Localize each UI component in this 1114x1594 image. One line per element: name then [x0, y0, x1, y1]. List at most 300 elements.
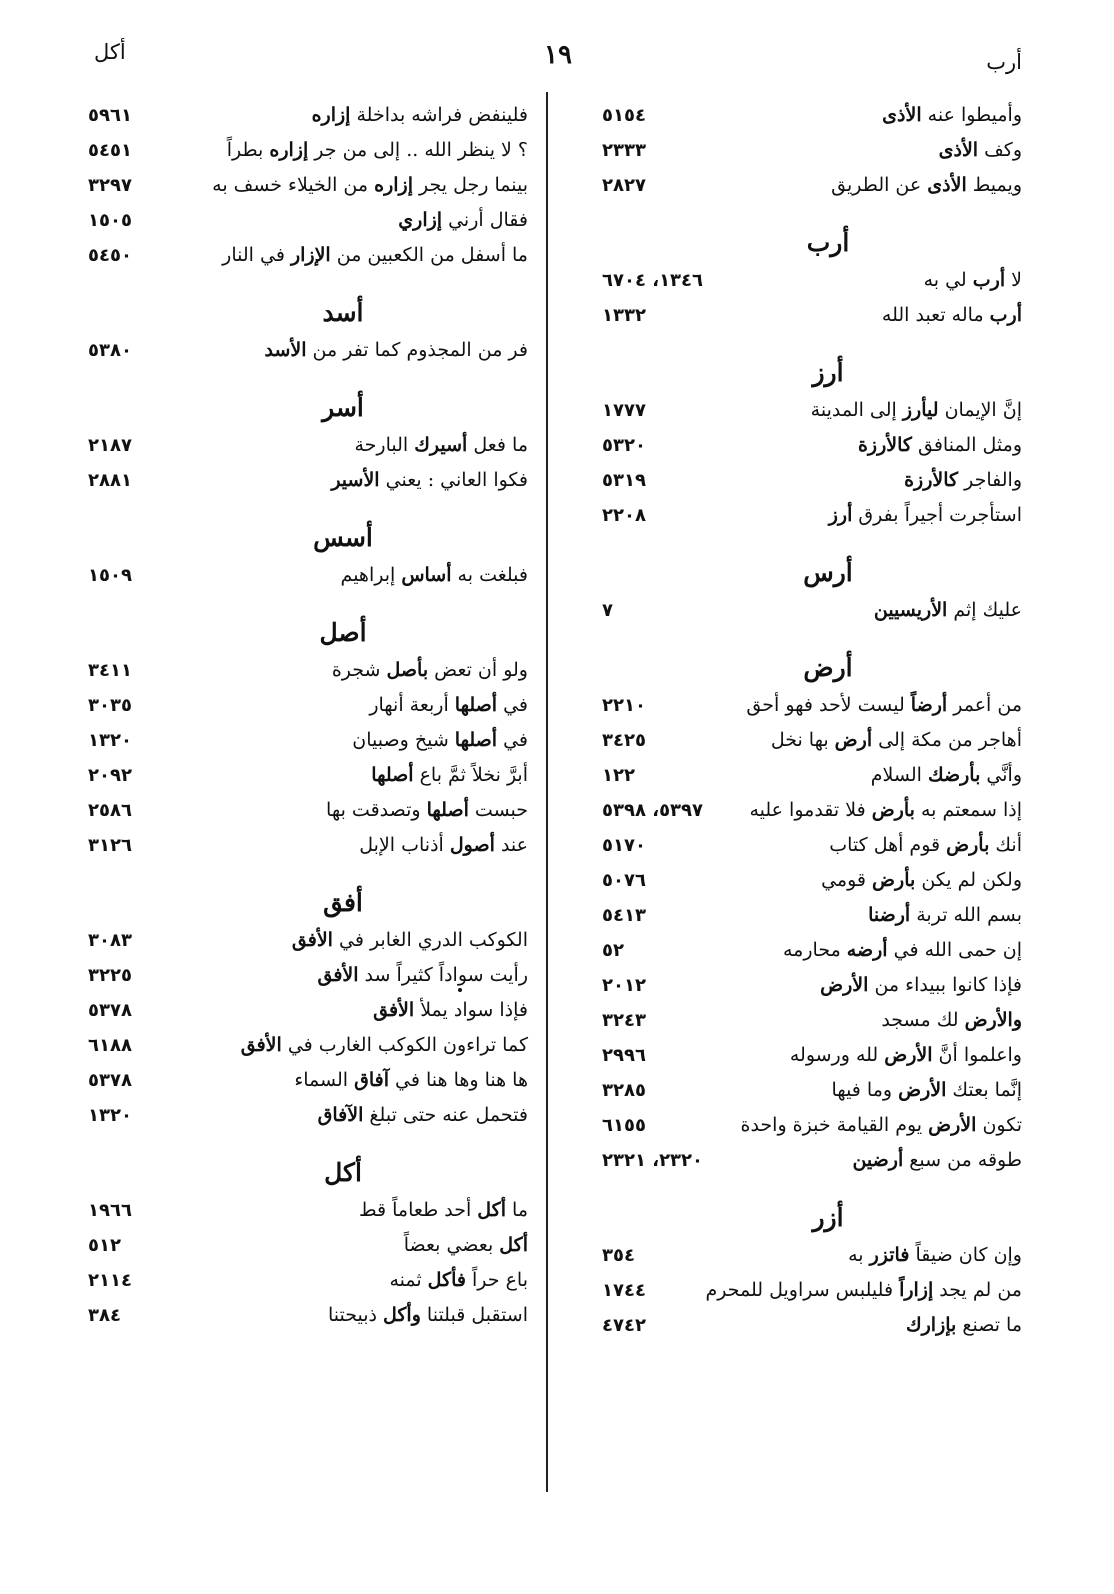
entry-text-pre: أنك	[989, 834, 1022, 856]
index-entry	[594, 758, 1022, 793]
entry-text	[939, 133, 1022, 168]
root-heading: أسر	[322, 393, 364, 422]
section-gap	[594, 1178, 1022, 1190]
entry-text-post: ليست لأحد فهو أحق	[746, 694, 911, 716]
entry-text-post: إبراهيم	[340, 564, 402, 586]
entry-hadith-refs: ١٣٤٦، ٦٧٠٤	[602, 270, 704, 291]
entry-keyword: أرب	[972, 269, 1006, 291]
entry-text-pre: ما تصنع	[956, 1314, 1022, 1336]
entry-text-pre: عند	[494, 834, 528, 856]
entry-text-pre: فبلغت به	[451, 564, 528, 586]
root-heading: أرس	[803, 558, 853, 587]
entry-keyword: الأذى	[882, 104, 922, 126]
index-entry	[88, 1298, 528, 1333]
entry-keyword: الأرض	[928, 1114, 977, 1136]
entry-keyword: أصلها	[371, 764, 414, 786]
index-entry	[594, 863, 1022, 898]
index-entry	[594, 428, 1022, 463]
entry-text-post: بعضي بعضاً	[403, 1234, 500, 1256]
entry-text	[241, 1028, 528, 1063]
entry-keyword: والأرض	[964, 1009, 1022, 1031]
entry-hadith-refs: ٤٧٤٢	[602, 1315, 646, 1336]
index-entry	[88, 168, 528, 203]
entry-hadith-refs: ٥١٥٤	[602, 105, 646, 126]
entry-text-post: بها نخل	[770, 729, 835, 751]
entry-text-post: أربعة أنهار	[369, 694, 455, 716]
entry-text	[312, 98, 528, 133]
entry-hadith-refs: ٥٣٧٨	[88, 1000, 132, 1021]
entry-text-pre: في	[497, 694, 528, 716]
entry-text	[881, 1003, 1022, 1038]
entry-hadith-refs: ٢٨٨١	[88, 470, 132, 491]
column-divider	[546, 92, 548, 1492]
entry-text-pre: إذا سمعتم به	[914, 799, 1022, 821]
entry-hadith-refs: ٣٠٨٣	[88, 930, 132, 951]
entry-hadith-refs: ٢٢١٠	[602, 695, 646, 716]
entry-text-post: ماله تعبد الله	[881, 304, 990, 326]
entry-text	[904, 463, 1022, 498]
entry-text-post: بطراً	[226, 139, 270, 161]
index-entry	[594, 593, 1022, 628]
entry-hadith-refs: ٥٣٢٠	[602, 435, 646, 456]
entry-hadith-refs: ١٣٢٠	[88, 1105, 132, 1126]
entry-text-post: أحد طعاماً قط	[358, 1199, 478, 1221]
section-gap	[88, 273, 528, 285]
entry-hadith-refs: ٣٥٤	[602, 1245, 635, 1266]
entry-text-post: فلا تقدموا عليه	[749, 799, 872, 821]
root-heading: أفق	[323, 888, 363, 917]
entry-text	[746, 688, 1022, 723]
entry-text-pre: تكون	[976, 1114, 1022, 1136]
entry-keyword: إزاره	[311, 104, 351, 126]
index-entry	[88, 653, 528, 688]
entry-keyword: أكل	[477, 1199, 506, 1221]
entry-text-pre: إنَّ الإيمان	[938, 399, 1022, 421]
entry-hadith-refs: ٥١٧٠	[602, 835, 646, 856]
entry-text-pre: رأيت سواداً كثيراً سد	[358, 964, 528, 986]
entry-hadith-refs: ١٩٦٦	[88, 1200, 132, 1221]
entry-text-post: قومي	[821, 869, 873, 891]
entry-text-pre: والفاجر	[958, 469, 1022, 491]
entry-hadith-refs: ١٣٣٢	[602, 305, 646, 326]
index-entry	[594, 688, 1022, 723]
entry-text	[404, 1228, 528, 1263]
index-entry	[594, 98, 1022, 133]
entry-text	[326, 793, 528, 828]
entry-keyword: كالأرزة	[857, 434, 912, 456]
entry-keyword: الإزار	[290, 244, 331, 266]
entry-hadith-refs: ٢٣٣٣	[602, 140, 646, 161]
entry-keyword: الأريسيين	[873, 599, 948, 621]
entry-keyword: الأفق	[240, 1034, 282, 1056]
entry-text-pre: لا	[1005, 269, 1022, 291]
entry-keyword: كالأرزة	[904, 469, 959, 491]
entry-keyword: أرب	[989, 304, 1022, 326]
entry-text-post: شجرة	[331, 659, 387, 681]
entry-text-pre: ؟ لا ينظر الله .. إلى من جر	[308, 139, 528, 161]
entry-hadith-refs: ٣٢٤٣	[602, 1010, 646, 1031]
entry-hadith-refs: ٥١٢	[88, 1235, 121, 1256]
index-entry	[88, 463, 528, 498]
index-entry	[594, 463, 1022, 498]
entry-keyword: أسيرك	[414, 434, 468, 456]
entry-text	[331, 463, 528, 498]
entry-hadith-refs: ٥٣٧٨	[88, 1070, 132, 1091]
entry-text-pre: عليك إثم	[947, 599, 1022, 621]
entry-hadith-refs: ٧	[602, 600, 613, 621]
entry-text-pre: ويميط	[966, 174, 1022, 196]
index-entry	[594, 898, 1022, 933]
entry-keyword: الأسد	[264, 339, 307, 361]
entry-hadith-refs: ٥٣١٩	[602, 470, 646, 491]
entry-text	[882, 298, 1022, 333]
entry-text	[389, 1263, 528, 1298]
entry-hadith-refs: ٥٩٦١	[88, 105, 132, 126]
entry-text-pre: واعلموا أنَّ	[932, 1044, 1022, 1066]
entry-text-pre: إنَّما بعتك	[946, 1079, 1022, 1101]
entry-text	[341, 558, 528, 593]
entry-hadith-refs: ٦١٥٥	[602, 1115, 646, 1136]
entry-text-pre: فكوا العاني : يعني	[379, 469, 528, 491]
index-entry	[88, 1193, 528, 1228]
entry-keyword: فأكل	[427, 1269, 466, 1291]
entry-text	[294, 1063, 528, 1098]
entry-text-pre: باع حراً	[465, 1269, 528, 1291]
entry-text-pre: طوقه من سبع	[903, 1149, 1022, 1171]
entry-hadith-refs: ٥٤٥١	[88, 140, 132, 161]
entry-keyword: إزاراً	[899, 1279, 934, 1301]
index-entry	[594, 133, 1022, 168]
entry-text	[359, 828, 528, 863]
root-heading: أصل	[319, 618, 367, 647]
entry-hadith-refs: ٣٨٤	[88, 1305, 121, 1326]
entry-text	[317, 958, 528, 993]
entry-text	[924, 263, 1022, 298]
entry-text-pre: حبست	[468, 799, 528, 821]
entry-text	[821, 863, 1022, 898]
entry-text	[820, 968, 1022, 1003]
entry-text-post: وما فيها	[831, 1079, 899, 1101]
section-gap	[88, 863, 528, 875]
entry-text	[371, 758, 528, 793]
root-heading: أكل	[324, 1158, 362, 1187]
index-entry	[88, 688, 528, 723]
entry-text-post: به	[848, 1244, 870, 1266]
index-entry	[88, 993, 528, 1028]
entry-keyword: أصلها	[454, 729, 498, 751]
entry-text	[811, 393, 1022, 428]
entry-keyword: بأرض	[871, 799, 915, 821]
entry-text-pre: كما تراءون الكوكب الغارب في	[281, 1034, 528, 1056]
entry-text	[831, 168, 1022, 203]
entry-hadith-refs: ٣٢٢٥	[88, 965, 132, 986]
index-entry	[88, 558, 528, 593]
section-gap	[88, 498, 528, 510]
entry-keyword: أرضنا	[868, 904, 911, 926]
index-entry	[594, 1003, 1022, 1038]
entry-hadith-refs: ٣٠٣٥	[88, 695, 132, 716]
entry-text	[868, 898, 1022, 933]
entry-hadith-refs: ٥٤٥٠	[88, 245, 132, 266]
index-entry	[594, 263, 1022, 298]
section-gap	[88, 593, 528, 605]
entry-text	[328, 1298, 528, 1333]
root-heading: أرض	[803, 653, 853, 682]
entry-keyword: الأرض	[820, 974, 869, 996]
entry-text-post: ثمنه	[389, 1269, 428, 1291]
entry-text-pre: وكف	[978, 139, 1022, 161]
section-gap	[88, 1133, 528, 1145]
root-heading: أرز	[812, 358, 844, 387]
entry-text	[318, 1098, 528, 1133]
entry-text	[398, 203, 528, 238]
section-gap	[594, 203, 1022, 215]
entry-hadith-refs: ١٧٤٤	[602, 1280, 646, 1301]
entry-hadith-refs: ٥٣٨٠	[88, 340, 132, 361]
entry-keyword: آفاق	[354, 1069, 389, 1091]
entry-text-pre: وأميطوا عنه	[921, 104, 1022, 126]
entry-text-pre: أهاجر من مكة إلى	[872, 729, 1022, 751]
entry-keyword: بأرض	[946, 834, 990, 856]
index-entry	[88, 723, 528, 758]
entry-hadith-refs: ٣١٢٦	[88, 835, 132, 856]
index-entry	[88, 428, 528, 463]
entry-text-pre: إن حمى الله في	[887, 939, 1022, 961]
entry-keyword: أرضين	[852, 1149, 904, 1171]
section-gap	[594, 333, 1022, 345]
entry-text-pre: فقال أرني	[442, 209, 528, 231]
index-entry	[88, 238, 528, 273]
entry-keyword: وأكل	[383, 1304, 421, 1326]
header-last-root: أكل	[94, 40, 126, 64]
entry-keyword: بأصل	[386, 659, 429, 681]
entry-text	[783, 933, 1022, 968]
entry-hadith-refs: ٢١١٤	[88, 1270, 132, 1291]
page-number: ١٩	[544, 40, 572, 70]
entry-text	[790, 1038, 1022, 1073]
entry-text	[771, 723, 1022, 758]
entry-text	[373, 993, 528, 1028]
root-heading: أزر	[812, 1203, 844, 1232]
index-entry	[594, 298, 1022, 333]
entry-text-post: وتصدقت بها	[326, 799, 427, 821]
entry-text	[832, 1073, 1022, 1108]
entry-text-post: لي به	[923, 269, 973, 291]
entry-text-post: من الخيلاء خسف به	[212, 174, 375, 196]
entry-hadith-refs: ٣٤١١	[88, 660, 132, 681]
section-gap	[88, 368, 528, 380]
entry-text-post: ذبيحتنا	[327, 1304, 383, 1326]
entry-keyword: أرض	[834, 729, 873, 751]
entry-text-pre: الكوكب الدري الغابر في	[332, 929, 528, 951]
entry-text-pre: ما أسفل من الكعبين من	[330, 244, 528, 266]
entry-keyword: إزاري	[398, 209, 443, 231]
entry-text-pre: فإذا كانوا ببيداء من	[868, 974, 1022, 996]
entry-keyword: ليأرز	[902, 399, 939, 421]
entry-text-post: في النار	[222, 244, 291, 266]
entry-hadith-refs: ١٣٢٠	[88, 730, 132, 751]
left-column	[88, 98, 528, 1333]
entry-hadith-refs: ٦١٨٨	[88, 1035, 132, 1056]
entry-text-pre: فر من المجذوم كما تفر من	[306, 339, 528, 361]
entry-text-pre: فإذا سواد يملأ	[414, 999, 528, 1021]
index-entry	[594, 1273, 1022, 1308]
entry-text-pre: ما فعل	[467, 434, 528, 456]
entry-text	[359, 1193, 528, 1228]
entry-keyword: الأرض	[884, 1044, 933, 1066]
entry-text	[352, 723, 528, 758]
entry-hadith-refs: ٥٢	[602, 940, 624, 961]
entry-keyword: أرز	[828, 504, 853, 526]
entry-hadith-refs: ١٧٧٧	[602, 400, 646, 421]
index-entry	[88, 203, 528, 238]
entry-text-post: فليلبس سراويل للمحرم	[705, 1279, 900, 1301]
entry-text-post: لله ورسوله	[789, 1044, 885, 1066]
entry-text-pre: من أعمر	[947, 694, 1022, 716]
right-column	[594, 98, 1022, 1343]
entry-text-pre: أبرَّ نخلاً ثمَّ باع	[413, 764, 528, 786]
entry-hadith-refs: ١٥٠٥	[88, 210, 132, 231]
entry-text	[222, 238, 528, 273]
entry-hadith-refs: ٣٢٩٧	[88, 175, 132, 196]
entry-text	[848, 1238, 1022, 1273]
entry-text	[858, 428, 1022, 463]
entry-hadith-refs: ٢٥٨٦	[88, 800, 132, 821]
entry-keyword: الأسير	[331, 469, 380, 491]
entry-text-post: عن الطريق	[831, 174, 928, 196]
index-entry	[594, 1238, 1022, 1273]
entry-text-post: محارمه	[782, 939, 847, 961]
index-entry	[594, 723, 1022, 758]
entry-text-post: السلام	[870, 764, 928, 786]
entry-text-pre: ولو أن تعض	[428, 659, 528, 681]
index-entry	[88, 1263, 528, 1298]
entry-text-pre: ما	[505, 1199, 528, 1221]
index-entry	[88, 758, 528, 793]
index-entry	[594, 168, 1022, 203]
section-gap	[594, 628, 1022, 640]
index-entry	[88, 1228, 528, 1263]
entry-hadith-refs: ٢٢٠٨	[602, 505, 646, 526]
entry-text-pre: استأجرت أجيراً بفرق	[852, 504, 1022, 526]
entry-text	[852, 1143, 1022, 1178]
index-entry	[594, 1143, 1022, 1178]
entry-hadith-refs: ١٥٠٩	[88, 565, 132, 586]
index-entry	[88, 1028, 528, 1063]
entry-hadith-refs: ٣٢٨٥	[602, 1080, 646, 1101]
entry-text-post: قوم أهل كتاب	[829, 834, 947, 856]
entry-keyword: الأفق	[291, 929, 333, 951]
entry-text-pre: بسم الله تربة	[910, 904, 1022, 926]
entry-text-pre: ها هنا وها هنا في	[389, 1069, 528, 1091]
section-gap	[594, 533, 1022, 545]
entry-text	[212, 168, 528, 203]
entry-text-pre: بينما رجل يجر	[413, 174, 528, 196]
page-header	[0, 40, 1114, 80]
entry-keyword: أساس	[401, 564, 452, 586]
entry-hadith-refs: ٢٣٢٠، ٢٣٢١	[602, 1150, 704, 1171]
entry-text	[829, 498, 1022, 533]
entry-keyword: الآفاق	[317, 1104, 364, 1126]
entry-keyword: الأذى	[938, 139, 979, 161]
index-entry	[594, 793, 1022, 828]
entry-keyword: بأرضك	[927, 764, 981, 786]
header-first-root: أرب	[986, 50, 1022, 74]
entry-keyword: إزاره	[374, 174, 413, 196]
entry-text	[906, 1308, 1022, 1343]
entry-text	[354, 428, 528, 463]
index-entry	[594, 1308, 1022, 1343]
index-entry	[594, 828, 1022, 863]
index-entry	[88, 923, 528, 958]
entry-text-post: يوم القيامة خبزة واحدة	[740, 1114, 929, 1136]
entry-keyword: أرضه	[846, 939, 888, 961]
entry-hadith-refs: ٢٠٩٢	[88, 765, 132, 786]
entry-hadith-refs: ٥٣٩٧، ٥٣٩٨	[602, 800, 704, 821]
entry-text-pre: فتحمل عنه حتى تبلغ	[363, 1104, 528, 1126]
entry-text-post: البارحة	[354, 434, 415, 456]
entry-text	[369, 688, 528, 723]
entry-text-pre: وأنَّي	[980, 764, 1022, 786]
entry-hadith-refs: ٥٠٧٦	[602, 870, 646, 891]
entry-hadith-refs: ١٢٢	[602, 765, 635, 786]
entry-keyword: الأرض	[898, 1079, 947, 1101]
entry-text-post: شيخ وصبيان	[352, 729, 455, 751]
entry-text-pre: في	[497, 729, 528, 751]
root-heading: أسس	[313, 523, 373, 552]
index-entry	[594, 498, 1022, 533]
entry-hadith-refs: ٢٩٩٦	[602, 1045, 646, 1066]
entry-text-pre: استقبل قبلتنا	[420, 1304, 528, 1326]
entry-keyword: بأرض	[872, 869, 916, 891]
index-entry	[594, 1038, 1022, 1073]
entry-keyword: الأفق	[373, 999, 415, 1021]
entry-text	[874, 593, 1022, 628]
entry-text-pre: وإن كان ضيقاً	[909, 1244, 1022, 1266]
index-entry	[88, 333, 528, 368]
entry-hadith-refs: ٣٤٢٥	[602, 730, 646, 751]
entry-keyword: إزاره	[269, 139, 309, 161]
root-heading: أسد	[322, 298, 364, 327]
entry-hadith-refs: ٢١٨٧	[88, 435, 132, 456]
entry-text	[705, 1273, 1022, 1308]
entry-text-pre: فلينفض فراشه بداخلة	[350, 104, 528, 126]
entry-keyword: الأذى	[927, 174, 967, 196]
entry-text	[264, 333, 528, 368]
index-entry	[594, 1108, 1022, 1143]
entry-text-pre: من لم يجد	[933, 1279, 1022, 1301]
entry-keyword: بإزارك	[905, 1314, 957, 1336]
entry-text	[292, 923, 528, 958]
index-entry	[88, 793, 528, 828]
entry-text-pre: ولكن لم يكن	[915, 869, 1022, 891]
entry-hadith-refs: ٢٠١٢	[602, 975, 646, 996]
entry-text-post: أذناب الإبل	[359, 834, 450, 856]
entry-keyword: أرضاً	[910, 694, 948, 716]
entry-text-pre: ومثل المنافق	[911, 434, 1022, 456]
entry-text-post: السماء	[294, 1069, 355, 1091]
entry-keyword: الأفق	[317, 964, 359, 986]
index-entry	[594, 968, 1022, 1003]
index-entry	[594, 1073, 1022, 1108]
entry-hadith-refs: ٢٨٢٧	[602, 175, 646, 196]
entry-keyword: أصول	[449, 834, 495, 856]
entry-text	[332, 653, 528, 688]
index-entry	[594, 933, 1022, 968]
entry-keyword: أصلها	[426, 799, 469, 821]
index-entry	[88, 133, 528, 168]
entry-text	[749, 793, 1022, 828]
